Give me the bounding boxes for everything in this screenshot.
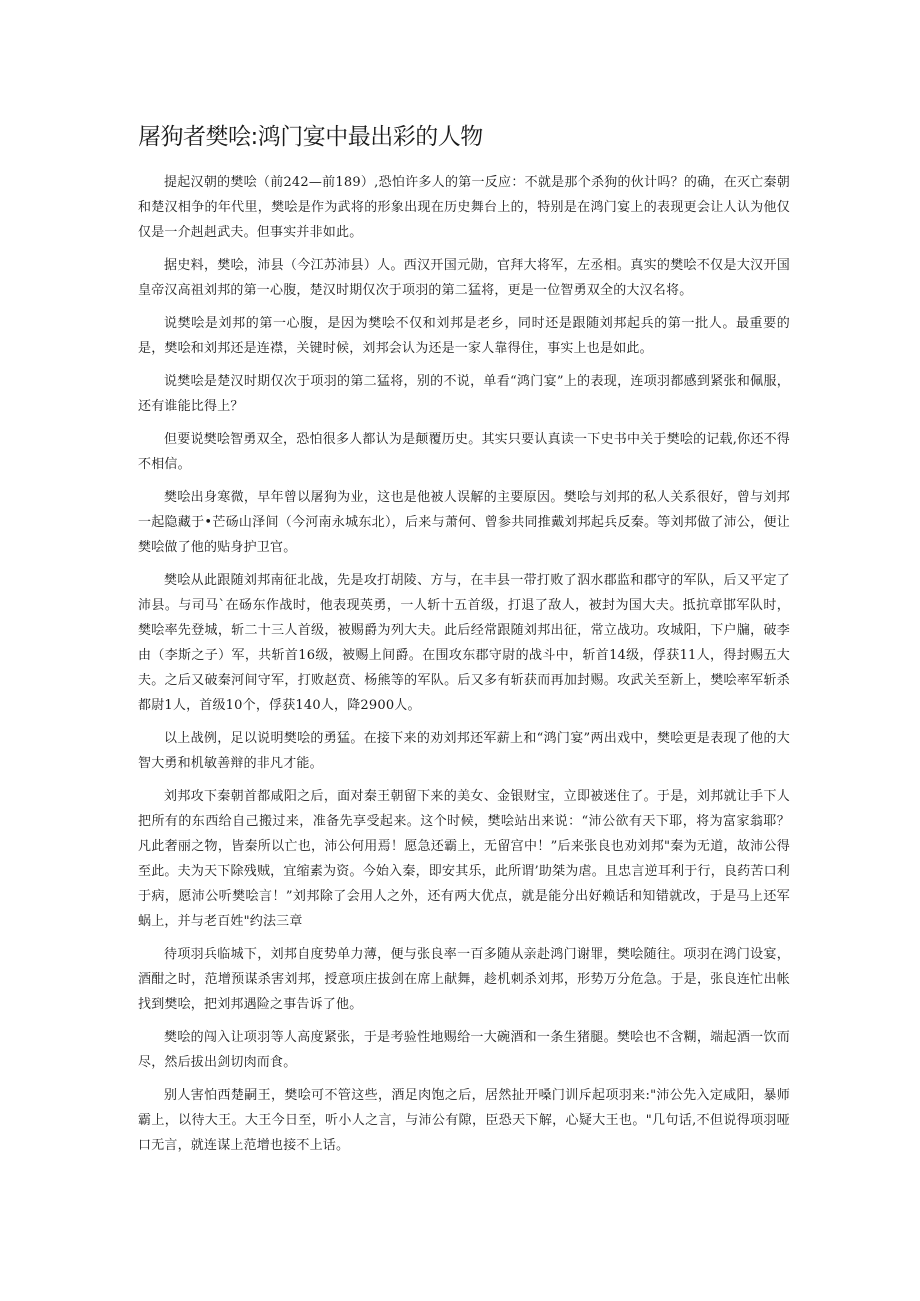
paragraph: 以上战例，足以说明樊哙的勇猛。在接下来的劝刘邦还军薪上和“鸿门宴”两出戏中，樊哙更是表现了他的大智大勇和机敏善辩的非凡才能。 [138,731,790,771]
paragraph: 别人害怕西楚嗣王，樊哙可不管这些，酒足肉饱之后，居然扯开嗓门训斥起项羽来:"沛公先入定咸阳，暴师霸上，以待大王。大王今日至，听小人之言，与沛公有隙，臣恐天下解，心疑大王也。"几句话,不但说得项羽哑口无言，就连谋上范增也接不上话。 [138,1088,790,1153]
paragraph: 据史料，樊哙，沛县（今江苏沛县）人。西汉开国元勋，官拜大将军，左丞相。真实的樊哙不仅是大汉开国皇帝汉高祖刘邦的第一心腹，楚汉时期仅次于项羽的第二猛将，更是一位智勇双全的大汉名将。 [138,258,790,298]
document-page [138,118,790,1166]
paragraph: 待项羽兵临城下，刘邦自度势单力薄，便与张良率一百多随从亲赴鸿门谢罪，樊哙随往。项羽在鸿门设宴，酒酣之时，范增预谋杀害刘邦，授意项庄拔剑在席上献舞，趁机刺杀刘邦，形势万分危急。于是，张良连忙出帐找到樊哙，把刘邦遇险之事告诉了他。 [138,947,790,1012]
paragraph: 刘邦攻下秦朝首都咸阳之后，面对秦王朝留下来的美女、金银财宝，立即被迷住了。于是，刘邦就让手下人把所有的东西给自己搬过来，准备先享受起来。这个时候，樊哙站出来说：“沛公欲有天下耶，将为富家翁耶？凡此奢丽之物，皆秦所以亡也，沛公何用焉！愿急还霸上，无留宫中！”后来张良也劝刘邦"秦为无道，故沛公得至此。夫为天下除残贼，宜缩素为资。今始入秦，即安其乐，此所谓’助桀为虐。且忠言逆耳利于行，良药苦口利于病，愿沛公听樊哙言！”刘邦除了会用人之外，还有两大优点，就是能分出好赖话和知错就改，于是马上还军蜗上，并与老百姓"约法三章 [138,789,790,929]
paragraph: 樊哙的闯入让项羽等人高度紧张，于是考验性地赐给一大碗酒和一条生猪腿。樊哙也不含糊，端起酒一饮而尽，然后拔出剑切肉而食。 [138,1030,790,1070]
paragraph: 但要说樊哙智勇双全，恐怕很多人都认为是颠覆历史。其实只要认真读一下史书中关于樊哙的记载,你还不得不相信。 [138,432,790,472]
paragraph: 提起汉朝的樊哙（前242—前189）,恐怕许多人的第一反应：不就是那个杀狗的伙计吗？的确，在灭亡秦朝和楚汉相争的年代里，樊哙是作为武将的形象出现在历史舞台上的，特别是在鸿门宴上的表现更会让人认为他仅仅是一介赳赳武夫。但事实并非如此。 [138,175,790,240]
article-title: 屠狗者樊哙:鸿门宴中最出彩的人物 [138,124,483,150]
paragraph: 说樊哙是楚汉时期仅次于项羽的第二猛将，别的不说，单看“鸿门宴”上的表现，连项羽都感到紧张和佩服，还有谁能比得上？ [138,374,790,414]
paragraph: 说樊哙是刘邦的第一心腹，是因为樊哙不仅和刘邦是老乡，同时还是跟随刘邦起兵的第一批人。最重要的是，樊哙和刘邦还是连襟，关键时候，刘邦会认为还是一家人靠得住，事实上也是如此。 [138,316,790,356]
paragraph: 樊哙从此跟随刘邦南征北战，先是攻打胡陵、方与，在丰县一带打败了泅水郡监和郡守的军队，后又平定了沛县。与司马`在砀东作战时，他表现英勇，一人斩十五首级，打退了敌人，被封为国大夫。抵抗章邯军队时，樊哙率先登城，斩二十三人首级，被赐爵为列大夫。此后经常跟随刘邦出征，常立战功。攻城阳，下户牖，破李由（李斯之子）军，共斩首16级，被赐上间爵。在围攻东郡守尉的战斗中，斩首14级，俘获11人，得封赐五大夫。之后又破秦河间守军，打败赵贲、杨熊等的军队。后又多有斩获而再加封赐。攻武关至新上，樊哙率军斩杀都尉1人，首级10个，俘获140人，降2900人。 [138,573,790,713]
paragraph: 樊哙出身寒微，早年曾以屠狗为业，这也是他被人误解的主要原因。樊哙与刘邦的私人关系很好，曾与刘邦一起隐藏于•芒砀山泽间（今河南永城东北），后来与萧何、曾参共同推戴刘邦起兵反秦。等刘邦做了沛公，便让樊哙做了他的贴身护卫官。 [138,490,790,555]
